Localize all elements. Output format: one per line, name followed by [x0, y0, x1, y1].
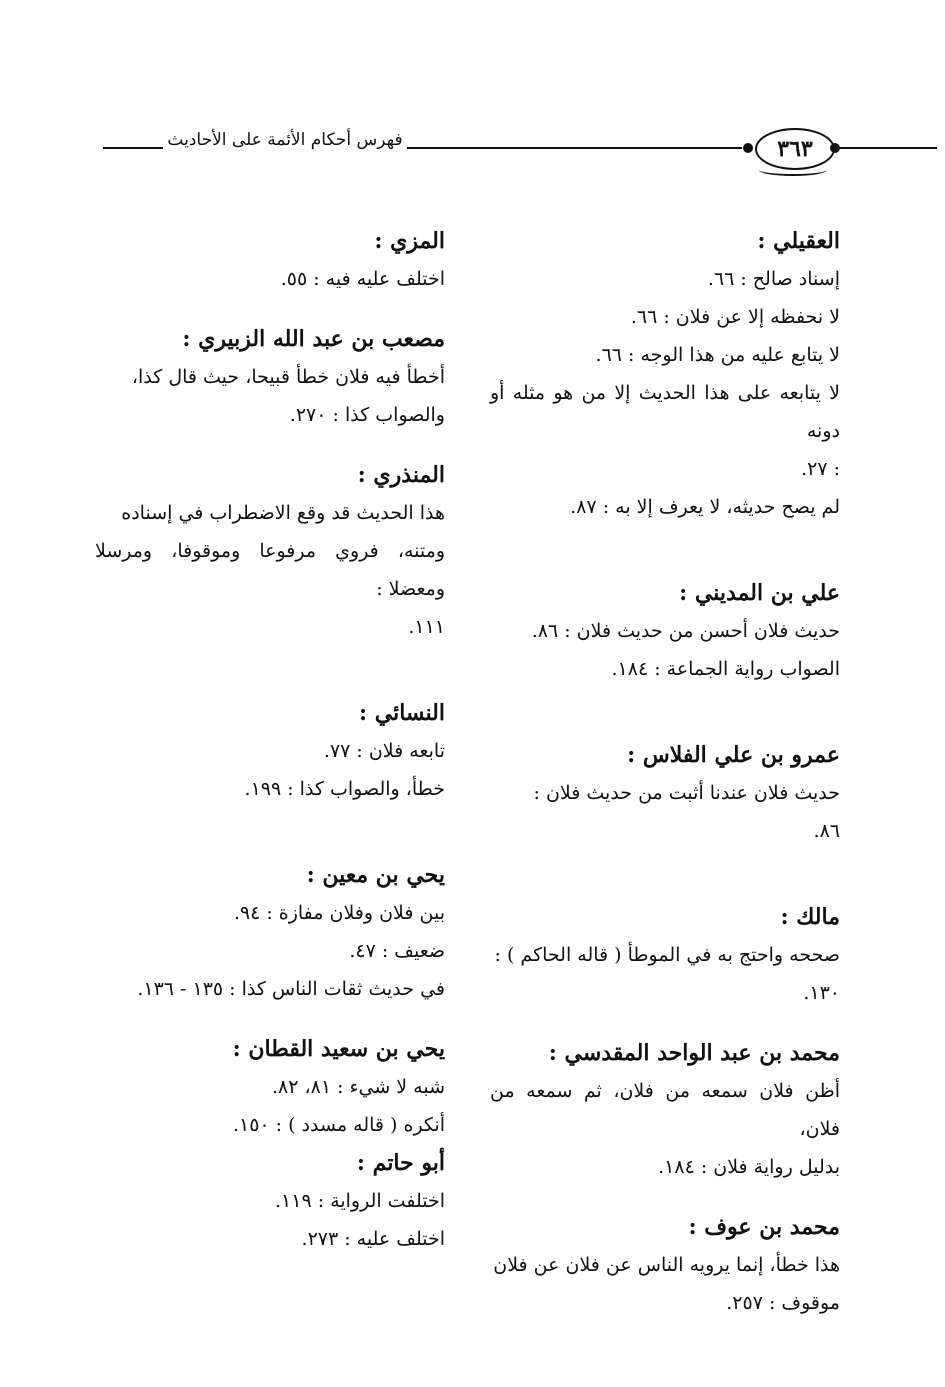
scholar-name: عمرو بن علي الفلاس : [627, 742, 840, 768]
scholar-name: علي بن المديني : [679, 580, 840, 606]
ruling-line: تابعه فلان : ٧٧. [323, 740, 445, 762]
scholar-name: المنذري : [357, 462, 445, 488]
ruling-line: صححه واحتج به في الموطأ ( قاله الحاكم ) : [494, 944, 840, 966]
ruling-line: اختلف عليه : ٢٧٣. [301, 1228, 445, 1250]
ruling-line: والصواب كذا : ٢٧٠. [289, 404, 445, 426]
ruling-line: ١١١. [408, 616, 445, 638]
index-column-right [490, 222, 840, 1344]
ruling-line: لا يتابع عليه من هذا الوجه : ٦٦. [595, 344, 840, 366]
index-entry [95, 456, 445, 646]
index-entry [95, 222, 445, 298]
page-header [95, 118, 845, 178]
ruling-line: لم يصح حديثه، لا يعرف إلا به : ٨٧. [570, 496, 840, 518]
ruling-line: أنكره ( قاله مسدد ) : ١٥٠. [232, 1114, 445, 1136]
index-entry [95, 320, 445, 434]
scholar-name: محمد بن عبد الواحد المقدسي : [548, 1040, 840, 1066]
index-entry [490, 1034, 840, 1186]
ruling-line: هذا خطأ، إنما يرويه الناس عن فلان عن فلان [493, 1254, 840, 1276]
ruling-line: بين فلان وفلان مفازة : ٩٤. [233, 902, 445, 924]
ruling-line: ١٣٠. [803, 982, 840, 1004]
ruling-line: أظن فلان سمعه من فلان، ثم سمعه من فلان، [490, 1080, 840, 1140]
index-entry [95, 856, 445, 1008]
ruling-line: اختلفت الرواية : ١١٩. [275, 1190, 445, 1212]
ruling-line: : ٢٧. [801, 458, 840, 480]
ruling-line: موقوف : ٢٥٧. [726, 1292, 840, 1314]
ruling-line: أخطأ فيه فلان خطأ قبيحا، حيث قال كذا، [131, 366, 445, 388]
index-entry [95, 694, 445, 808]
index-entry [490, 736, 840, 850]
ruling-line: هذا الحديث قد وقع الاضطراب في إسناده [121, 502, 445, 524]
header-rule-right [837, 147, 937, 149]
ruling-line: خطأ، والصواب كذا : ١٩٩. [244, 778, 445, 800]
index-entry [95, 1030, 445, 1144]
scholar-name: محمد بن عوف : [688, 1214, 840, 1240]
scholar-name: النسائي : [358, 700, 445, 726]
index-entry [490, 898, 840, 1012]
header-rule-left [103, 147, 163, 149]
ruling-line: لا يتابعه على هذا الحديث إلا من هو مثله أو دونه [490, 382, 840, 442]
index-column-left [95, 222, 445, 1280]
scholar-name: أبو حاتم : [356, 1150, 445, 1176]
running-title: فهرس أحكام الأئمة على الأحاديث [167, 130, 403, 150]
ruling-line: إسناد صالح : ٦٦. [707, 268, 840, 290]
ruling-line: في حديث ثقات الناس كذا : ١٣٥ - ١٣٦. [137, 978, 445, 1000]
scholar-name: العقيلي : [757, 228, 840, 254]
index-entry [490, 574, 840, 688]
index-entry [95, 1144, 445, 1258]
ruling-line: لا نحفظه إلا عن فلان : ٦٦. [630, 306, 840, 328]
ruling-line: شبه لا شيء : ٨١، ٨٢. [272, 1076, 445, 1098]
scholar-name: مالك : [780, 904, 840, 930]
ruling-line: حديث فلان أحسن من حديث فلان : ٨٦. [531, 620, 840, 642]
index-entry [490, 1208, 840, 1322]
ruling-line: بدليل رواية فلان : ١٨٤. [658, 1156, 840, 1178]
ruling-line: ومتنه، فروي مرفوعا وموقوفا، ومرسلا ومعضلا : [95, 540, 445, 600]
scholar-name: يحي بن سعيد القطان : [232, 1036, 445, 1062]
scholar-name: يحي بن معين : [306, 862, 445, 888]
page-number-ornament [759, 164, 827, 176]
ruling-line: ضعيف : ٤٧. [349, 940, 445, 962]
scholar-name: مصعب بن عبد الله الزبيري : [182, 326, 445, 352]
index-entry [490, 222, 840, 526]
ruling-line: الصواب رواية الجماعة : ١٨٤. [611, 658, 840, 680]
ruling-line: اختلف عليه فيه : ٥٥. [280, 268, 445, 290]
ruling-line: حديث فلان عندنا أثبت من حديث فلان : [533, 782, 840, 804]
ornament-dot-left [743, 143, 753, 153]
page-number: ٣٦٣ [755, 128, 835, 170]
header-rule-middle [407, 147, 742, 149]
ruling-line: ٨٦. [813, 820, 840, 842]
scholar-name: المزي : [374, 228, 445, 254]
